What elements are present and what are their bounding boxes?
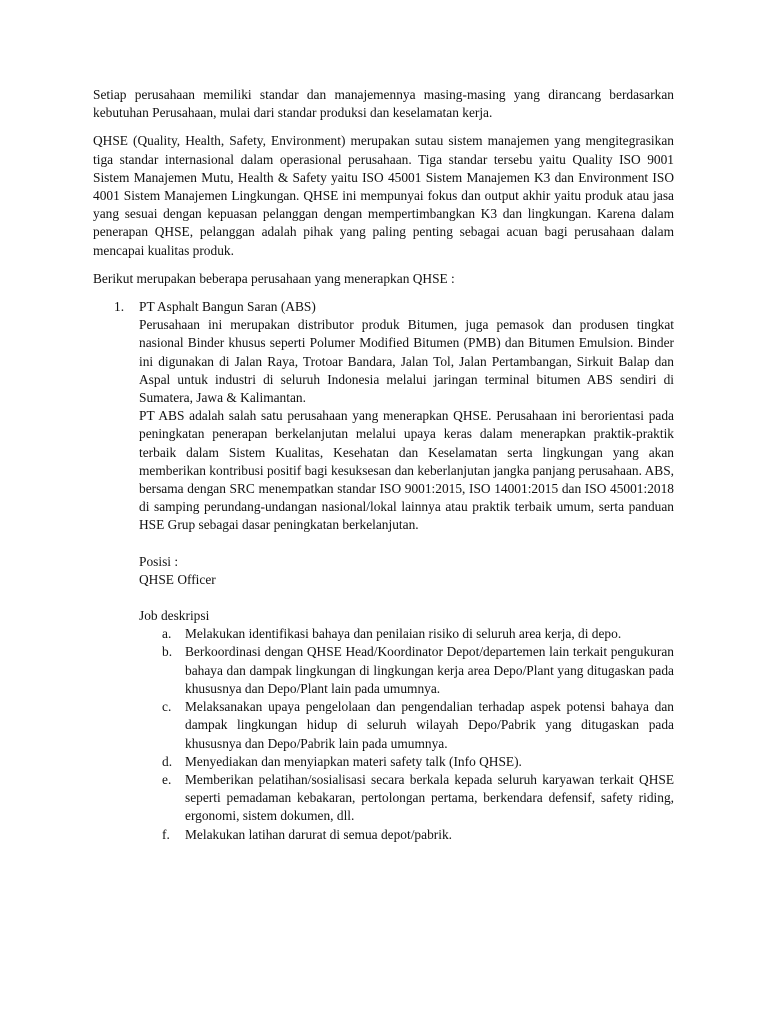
position-label: Posisi :: [139, 553, 179, 569]
spacer: [139, 535, 674, 553]
company-description: Perusahaan ini merupakan distributor produk Bitumen, juga pemasok dan produsen tingkat nasional Binder khusus seperti Polumer Modified Bitumen (PMB) dan Bitumen Emulsion. Binder ini digunakan di Jalan Raya, Trotoar Bandara, Jalan Tol, Jalan Pertambangan, Sirkuit Balap dan Aspal untuk industri di seluruh Indonesia melalui jaringan terminal bitumen ABS sendiri di Sumatera, Jawa & Kalimantan.: [139, 317, 674, 406]
job-item: [139, 826, 674, 844]
intro-paragraph: Setiap perusahaan memiliki standar dan manajemennya masing-masing yang dirancang berdasarkan kebutuhan Perusahaan, mulai dari standar produksi dan keselamatan kerja.: [93, 87, 674, 121]
job-letter: e.: [162, 771, 172, 787]
job-item: [139, 753, 674, 771]
job-item: [139, 771, 674, 826]
job-letter: b.: [162, 644, 173, 660]
qhse-definition-paragraph: QHSE (Quality, Health, Safety, Environment) merupakan sutau sistem manajemen yang mengitegrasikan tiga standar internasional dalam operasional perusahaan. Tiga standar tersebu yaitu Quality ISO 9001 Sistem Manajemen Mutu, Health & Safety yaitu ISO 45001 Sistem Manajemen K3 dan Environment ISO 4001 Sistem Manajemen Lingkungan. QHSE ini mempunyai fokus dan output akhir yaitu produk atau jasa yang sesuai dengan kepuasan pelanggan dengan mempertimbangkan K3 dan lingkungan. Karena dalam penerapan QHSE, pelanggan adalah pihak yang paling penting sebagai acuan bagi perusahaan dalam mencapai kualitas produk.: [93, 133, 674, 258]
job-item: [139, 698, 674, 753]
job-item: [139, 643, 674, 698]
list-number: 1.: [114, 299, 125, 315]
job-description-list: [139, 625, 674, 843]
job-text: Memberikan pelatihan/sosialisasi secara berkala kepada seluruh karyawan terkait QHSE seperti pemadaman kebakaran, pertolongan pertama, berkendara defensif, safety riding, ergonomi, sistem dokumen, dll.: [185, 771, 674, 824]
company-list-intro: Berikut merupakan beberapa perusahaan yang menerapkan QHSE :: [93, 270, 455, 286]
company-name: PT Asphalt Bangun Saran (ABS): [139, 299, 316, 315]
job-text: Melakukan latihan darurat di semua depot/pabrik.: [185, 826, 452, 842]
job-text: Melakukan identifikasi bahaya dan penilaian risiko di seluruh area kerja, di depo.: [185, 626, 622, 642]
job-letter: f.: [162, 826, 170, 842]
job-letter: a.: [162, 626, 172, 642]
position-value: QHSE Officer: [139, 571, 216, 587]
job-text: Menyediakan dan menyiapkan materi safety talk (Info QHSE).: [185, 753, 522, 769]
job-text: Melaksanakan upaya pengelolaan dan pengendalian terhadap aspek potensi bahaya dan dampak lingkungan hidup di seluruh wilayah Depo/Pabrik yang ditugaskan pada khususnya dan Depo/Pabrik lain pada umumnya.: [185, 699, 674, 751]
job-text: Berkoordinasi dengan QHSE Head/Koordinator Depot/departemen lain terkait pengukuran bahaya dan dampak lingkungan di lingkungan kerja area Depo/Plant yang ditugaskan pada khususnya dan Depo/Plant lain pada umumnya.: [185, 644, 674, 696]
job-letter: c.: [162, 699, 172, 715]
list-item: [93, 298, 674, 844]
job-item: [139, 625, 674, 643]
company-qhse-description: PT ABS adalah salah satu perusahaan yang menerapkan QHSE. Perusahaan ini berorientasi pada peningkatan penerapan berkelanjutan melalui upaya keras dalam menerapkan praktik-praktik terbaik dalam Sistem Kualitas, Kesehatan dan Keselamatan serta lingkungan yang akan memberikan kontribusi positif bagi kesuksesan dan keberlanjutan jangka panjang perusahaan. ABS, bersama dengan SRC menempatkan standar ISO 9001:2015, ISO 14001:2015 dan ISO 45001:2018 di samping perundang-undangan nasional/lokal lainnya atau praktik terbaik umum, serta panduan HSE Grup sebagai dasar peningkatan berkelanjutan.: [139, 408, 674, 533]
company-list: [93, 298, 674, 844]
job-letter: d.: [162, 753, 173, 769]
job-description-label: Job deskripsi: [139, 608, 210, 624]
spacer: [139, 589, 674, 607]
company-entry: [139, 298, 674, 844]
